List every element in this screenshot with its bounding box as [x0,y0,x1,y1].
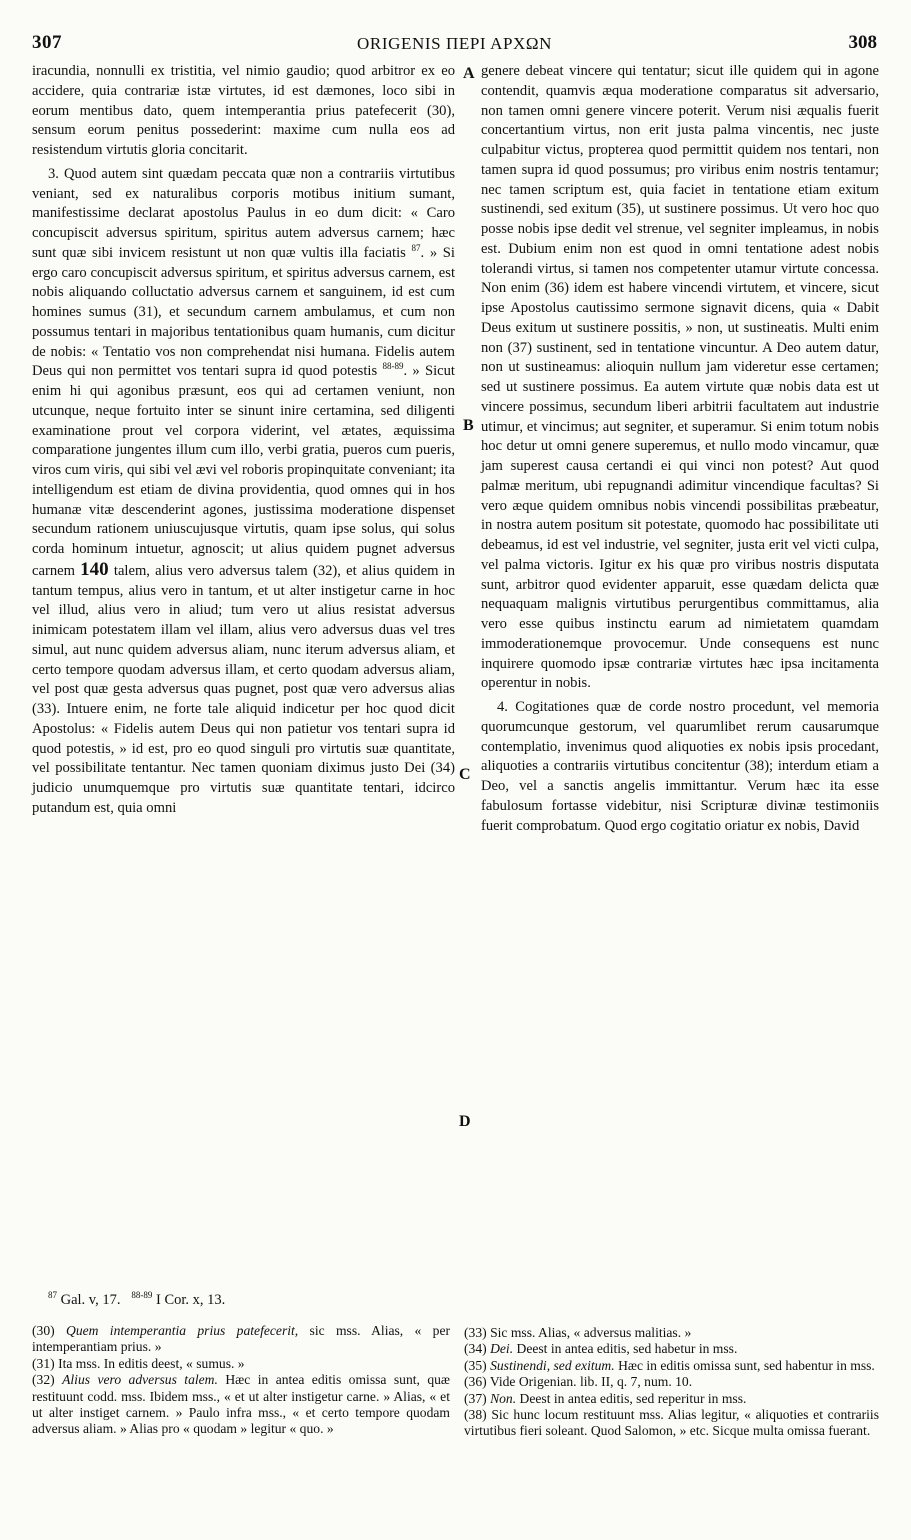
footnote-key: Sustinendi, sed exitum. [490,1357,615,1373]
footnote [464,1407,879,1440]
left-paragraph-2 [32,165,455,819]
footnote [464,1358,879,1374]
footnote-ref-88-89: 88-89 [382,361,404,372]
footnote-number: (30) [32,1323,55,1338]
running-title: ORIGENIS ΠΕΡΙ ΑΡΧΩΝ [357,34,552,53]
left-column [32,62,455,819]
footnote [464,1325,879,1341]
right-column [481,62,879,836]
scripture-ref-number: 88-89 [131,1290,153,1301]
page-number-left: 307 [32,32,62,53]
footnote-text: sic mss. Alias, « per intemperantiam prius. » [32,1323,451,1355]
margin-marker-d: D [459,1113,471,1130]
footnote-number: (36) [464,1374,487,1390]
footnote-text: Vide Origenian. lib. II, q. 7, num. 10. [489,1374,693,1390]
footnote-number: (37) [464,1390,487,1406]
right-paragraph-1: genere debeat vincere qui tentatur; sicut ille quidem qui in agone contendit, quamvis æqua moderatione comparatus sit adversario, non tamen omni genere vincere poterit. Verum nisi æqualis fuerit concertantium virtus, non erit justa palma vincentis, nec juste culpabitur victus, propterea quod permittit quidem nos tentari, non tamen supra id quod possumus; pro viribus enim nostris tentamur; nec tamen scriptum est, quia faciet in tentatione etiam exitum sustinendi, sed exitum (35), ut sustinere possimus. Ut vero hoc quo posse nobis ipse dedit vel strenue, vel segniter impleamus, in nobis est. Dubium enim non est quod in omni tentatione adest nobis tolerandi virtus, si tamen nos competenter utamur virtute concessa. Non enim (36) idem est habere vincendi virtutem, et vincere, sicut ipse Apostolus cautissimo sermone signavit dicens, quia « Dabit Deus exitum ut sustinere possitis, » non, ut sustineatis. Multi enim non (37) sustinent, sed in tentatione vincuntur. A Deo autem datur, non ut sustineamus: alioquin nullum jam videretur esse certamen; sed ut sustinere possimus. Ea autem virtute quæ nobis data est ut vincere possimus, secundum liberi arbitrii facultatem aut industrie utimur, et vincimus; aut segniter, et superamur. Si enim totum nobis hoc detur ut omni genere superemus, et nullo modo vincamur, quæ jam superest causa certandi ei qui vinci non potest? Aut quod palmæ meritum, ubi repugnandi adimitur vincendique facultas? Si vero æque quidem omnibus nobis vincendi possibilitas præbeatur, in nostra autem positum sit potestate, quomodo hac possibilitate uti debeamus, id est vel industrie, vel segniter, justa erit vel victi culpa, vel palma victoris. Igitur ex his quæ pro viribus nostris disputata sunt, arbitror quod evidenter apparuit, esse quædam delicta quæ nequaquam malignis virtutibus perurgentibus committamus, alia vero esse quibus instinctu earum ad nimietatem quamdam immoderationemque provocemur. Unde consequens est nunc inquirere quomodo ipsæ contrariæ virtutes hæc ipsa incitamenta operentur in nobis. [481,63,879,692]
footnote [464,1374,879,1390]
scripture-ref-number: 87 [48,1290,57,1301]
text-segment: talem, alius vero adversus talem (32), et alius quidem in tantum tempus, alius vero in tantum, et ut alter instigetur carne in hoc vel illud, alius vero in aliud; tum vero ut alius resistat adversus inimicam potestatem illam vel illam, alius vero adversus duas vel tres simul, aut nunc quidem adversus aliam, nunc iterum adversus aliam, et certo tempore quodam adversus illam, et certo quodam adversus aliam, vel post quæ gesta adversus quas pugnet, post quæ vero adversus alias (33). Intuere enim, ne forte tale aliquid indicetur per hoc quod dicit Apostolus: « Fidelis autem Deus qui non patietur vos tentari supra id quod potestis, » id est, pro eo quod singuli pro virtutis suæ quantitate, vel possibilitate tentantur. Nec tamen quoniam diximus justo Dei (34) judicio unumquemque pro virtutis suæ quantitate tentari, idcirco putandum est, quia omni [32,562,455,816]
text-segment: . » Si ergo caro concupiscit adversus spiritum, et spiritus adversus carnem, est nobis aliquando colluctatio adversus carnem et sanguinem, id est cum homines sumus (31), et secundum carnem ambulamus, et cum non possumus tentari in majoribus tentationibus quam humanis, cum dicitur de nobis: « Tentatio vos non comprehendat nisi humana. Fidelis autem Deus qui non permittet vos tentari supra id quod potestis [32,244,455,380]
scripture-references [48,1292,225,1309]
footnote-text: Deest in antea editis, sed reperitur in mss. [519,1390,747,1406]
footnote-text: Ita mss. In editis deest, « sumus. » [58,1355,245,1371]
column-number-140: 140 [80,558,109,580]
footnote-number: (34) [464,1341,487,1357]
footnote-number: (35) [464,1357,487,1373]
footnote-text: Hæc in antea editis omissa sunt, quæ restituunt codd. mss. Ibidem mss., « et ut alter instigetur carne. » Alias, « et ut alter instiget carnem. » Paulo infra mss., « et certo tempore quodam adversus aliam. » Alias pro « quodam » legitur « quo. » [32,1372,451,1437]
text-segment: 3. Quod autem sint quædam peccata quæ non a contrariis virtutibus veniant, sed ex naturalibus corporis motibus initium sumant, manifestissime declarat apostolus Paulus in eo dum dicit: « Caro concupiscit adversus spiritum, spiritus autem adversus carnem; hæc sunt quæ sibi invicem resistunt ut non quæ vultis illa faciatis [32,165,455,261]
footnote-number: (31) [32,1355,55,1371]
footnote-key: Alius vero adversus talem. [62,1372,218,1388]
margin-marker-a: A [463,65,475,82]
scripture-ref-text: I Cor. x, 13. [156,1292,226,1308]
footnote-number: (33) [464,1325,487,1340]
footnote-number: (32) [32,1372,55,1388]
footnote-key: Non. [490,1390,517,1406]
footnote-text: Sic hunc locum restituunt mss. Alias legitur, « aliquoties et contrariis virtutibus fieri soleant. Quod Salomon, » etc. Sicque multa omissa fuerant. [464,1407,879,1439]
footnote-text: Deest in antea editis, sed habetur in mss. [516,1341,738,1357]
notes-left [32,1323,450,1438]
footnote-key: Quem intemperantia prius patefecerit, [66,1323,299,1338]
footnote-text: Sic mss. Alias, « adversus malitias. » [490,1325,692,1340]
notes-right [464,1325,879,1440]
page-number-right: 308 [848,32,877,53]
footnote-key: Dei. [490,1341,514,1357]
margin-marker-c: C [459,766,471,783]
left-paragraph-1: iracundia, nonnulli ex tristitia, vel nimio gaudio; quod arbitror ex eo accidere, quia contrariæ istæ virtutes, id est dæmones, loco sibi in eorum mentibus dato, quem intemperantia prius patefecerit (30), sensum eorum penitus possederint: maxime cum nulla eos ad resistendum virtutis gloria concitarit. [32,63,455,158]
scripture-ref-text: Gal. v, 17. [60,1292,121,1308]
footnote-ref-87: 87 [411,242,421,253]
footnote-number: (38) [464,1407,487,1423]
right-paragraph-2: 4. Cogitationes quæ de corde nostro procedunt, vel memoria quorumcunque gestorum, vel quarumlibet rerum causarumque contemplatio, invenimus quod aliquoties ex nobis ipsis procedant, aliquoties a contrariis virtutibus concitentur (38); interdum etiam a Deo, vel a sanctis angelis immittantur. Verum hæc ita esse fabulosum fortasse videbitur, nisi Scripturæ divinæ testimoniis fuerit comprobatum. Quod ergo cogitatio oriatur ex nobis, David [481,699,879,834]
footnote [464,1341,879,1357]
footnote [32,1372,450,1438]
margin-marker-b: B [463,417,474,434]
footnote [32,1356,450,1372]
text-segment: . » Sicut enim hi qui agonibus præsunt, eos qui ad certamen veniunt, non utcunque, neque fortuito inter se sinunt inire certamina, sed diligenti examinatione prout vel corpora viderint, vel ætates, æquissima comparatione jungentes illum cum illo, verbi gratia, pueros cum pueris, viros cum viris, qui sibi vel ævi vel roboris propinquitate conveniant; ita intelligendum est etiam de divina providentia, quod omnes qui in hos humanæ vitæ descenderint agones, justissima moderatione dispenset secundum rationem uniuscujusque virtutis, quam ipse solus, qui solus corda hominum intuetur, agnoscit; ut alius quidem pugnet adversus carnem [32,363,455,579]
footnote-text: Hæc in editis omissa sunt, sed habentur in mss. [618,1357,875,1373]
footnote [464,1391,879,1407]
footnote [32,1323,450,1356]
page-header [32,32,877,58]
